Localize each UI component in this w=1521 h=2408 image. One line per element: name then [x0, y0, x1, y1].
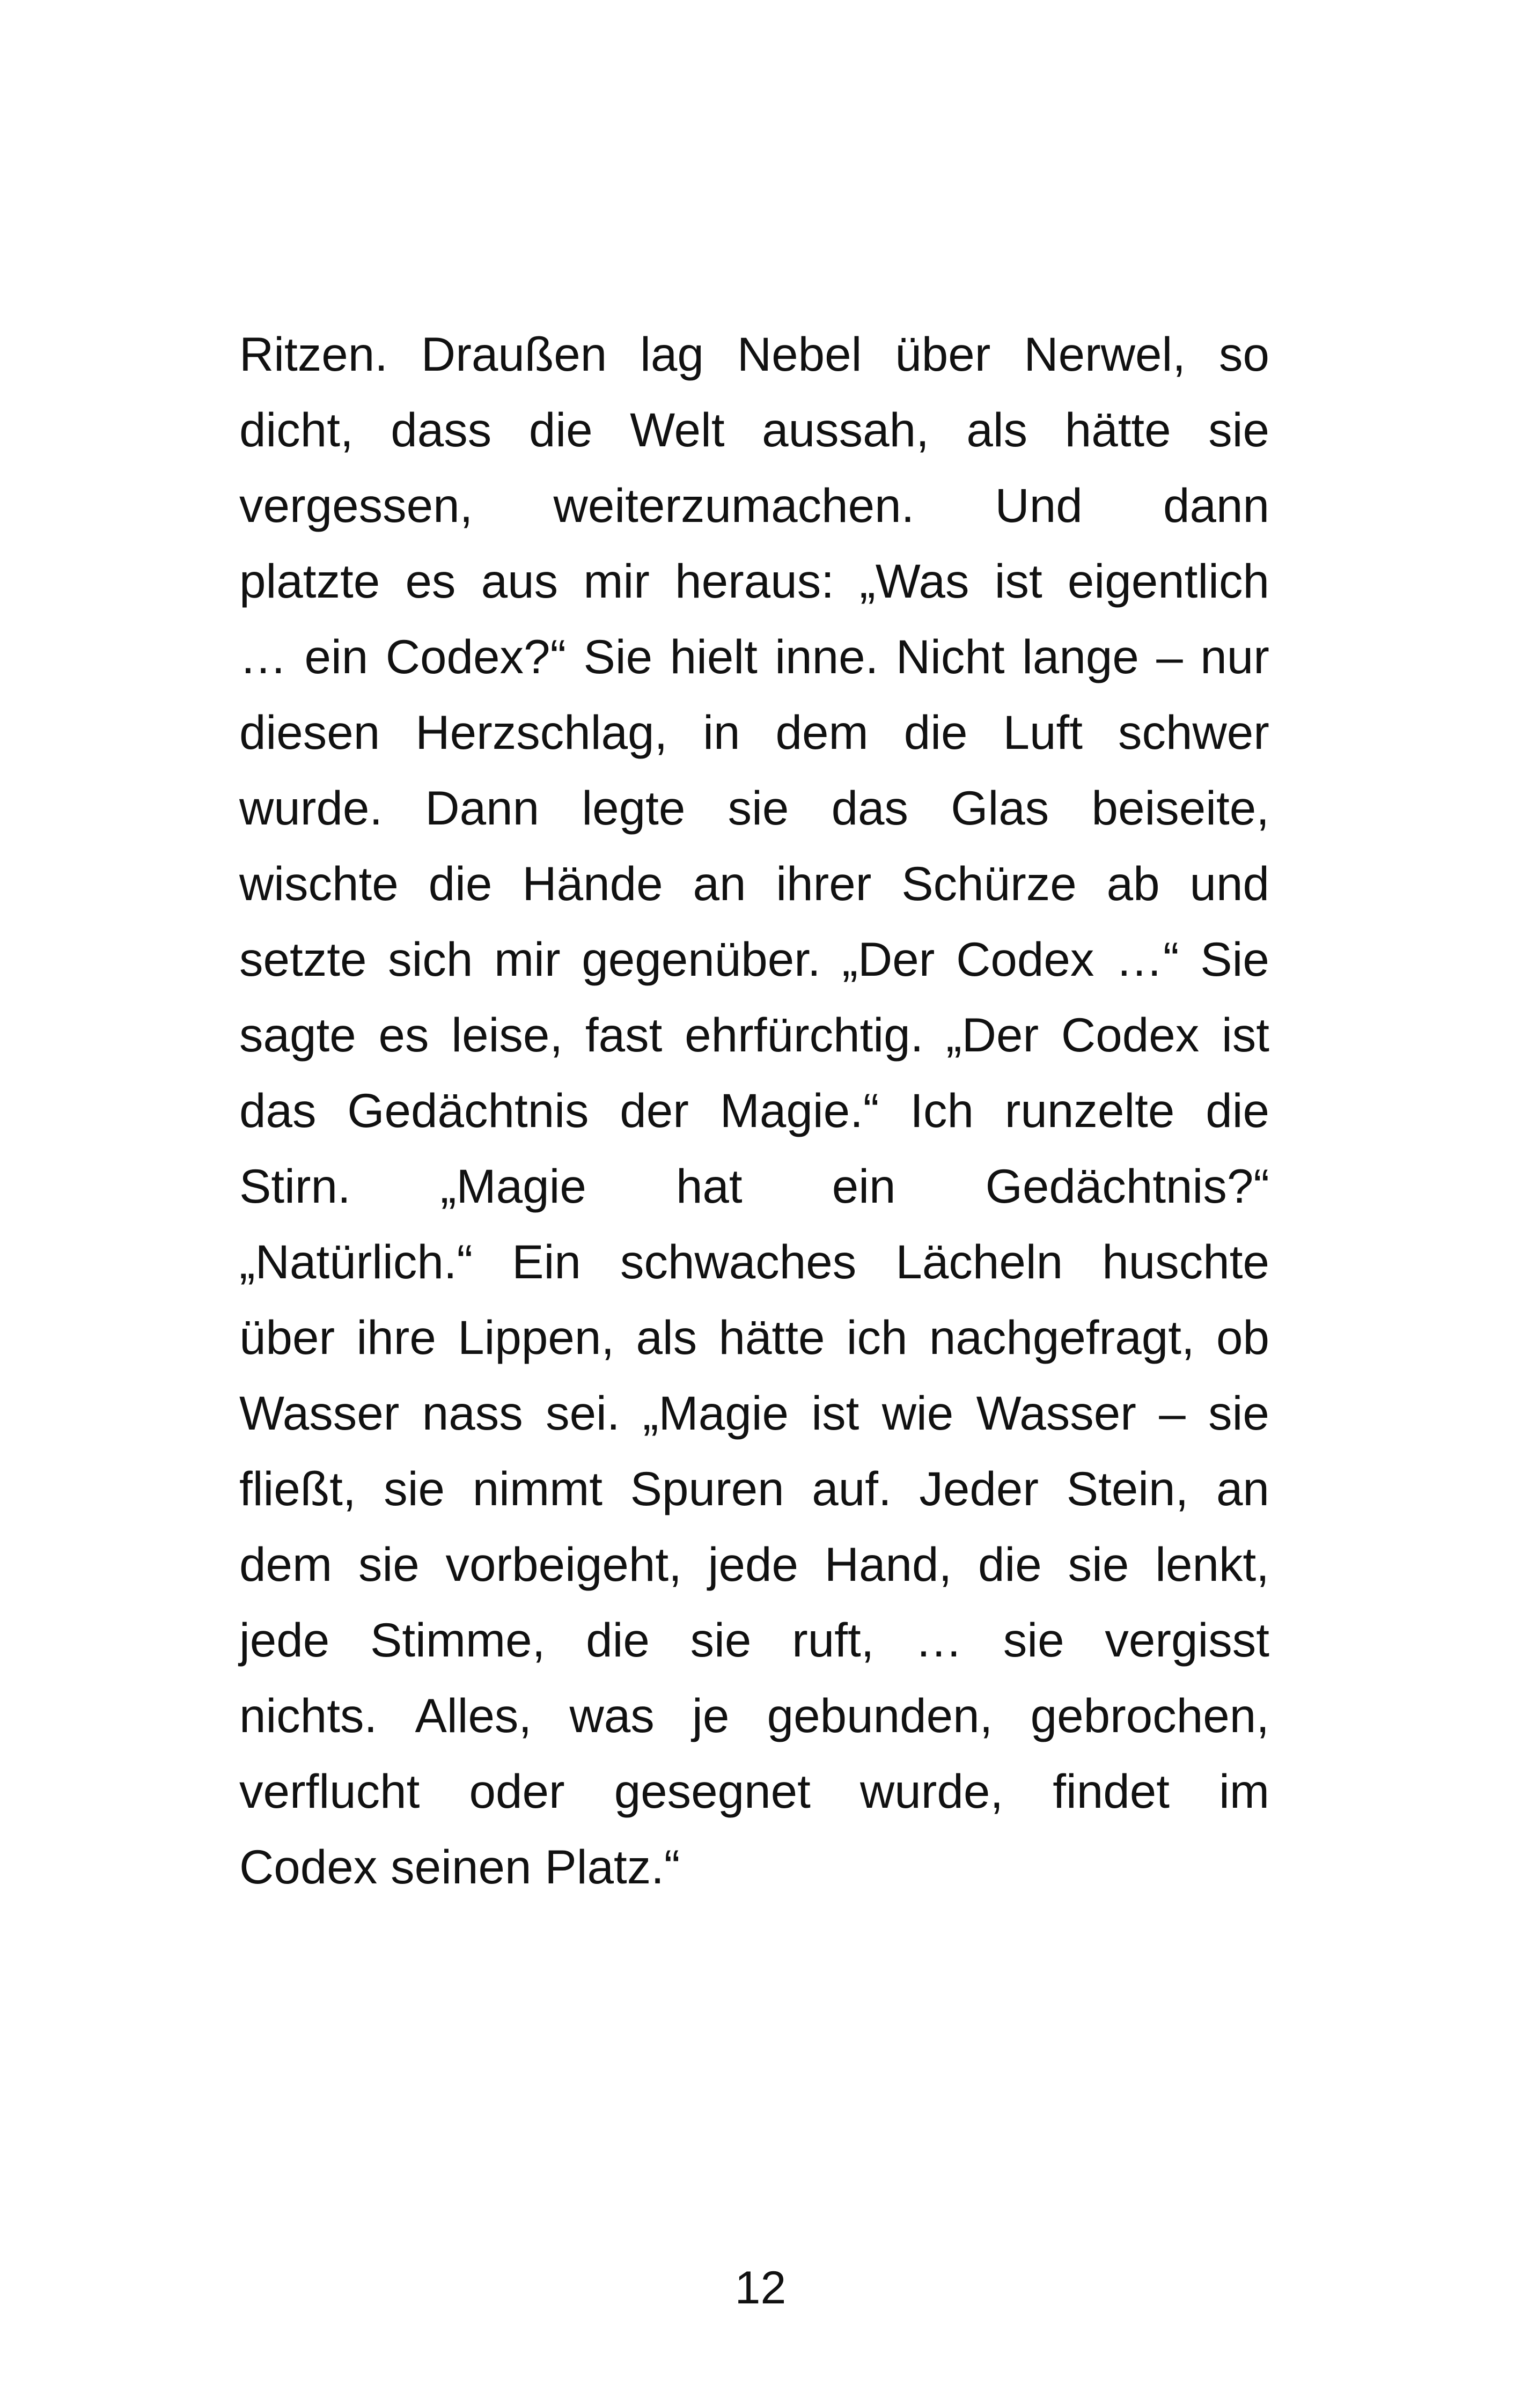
- word: gegenüber.: [582, 932, 821, 986]
- text-line: [239, 1754, 1269, 1829]
- word: beiseite,: [1091, 781, 1269, 835]
- word: –: [1159, 1386, 1186, 1440]
- word: ruft,: [792, 1613, 875, 1667]
- word: Spuren: [630, 1462, 784, 1515]
- word: Gedächtnis?“: [985, 1159, 1269, 1213]
- word: sie: [1003, 1613, 1064, 1667]
- word: sich: [388, 932, 473, 986]
- word: „Magie: [642, 1386, 789, 1440]
- word: jede: [708, 1537, 798, 1591]
- word: schwer: [1118, 705, 1269, 759]
- word: „Magie: [440, 1159, 586, 1213]
- word: legte: [582, 781, 686, 835]
- word: Codex: [956, 932, 1094, 986]
- word: ein: [304, 630, 369, 683]
- word: inne.: [775, 630, 879, 683]
- word: über: [239, 1310, 335, 1364]
- word: hätte: [1064, 403, 1171, 456]
- word: sie: [690, 1613, 752, 1667]
- word: dass: [391, 403, 492, 456]
- word: lag: [640, 327, 704, 381]
- word: nur: [1200, 630, 1269, 683]
- text-line: [239, 619, 1269, 695]
- word: die: [1206, 1084, 1269, 1137]
- word: wischte: [239, 857, 399, 910]
- word: aussah,: [762, 403, 929, 456]
- word: heraus:: [675, 554, 834, 608]
- text-line: [239, 1148, 1269, 1224]
- word: wie: [881, 1386, 954, 1440]
- word: sie: [1208, 403, 1269, 456]
- word: „Der: [842, 932, 935, 986]
- word: ob: [1216, 1310, 1269, 1364]
- word: weiterzumachen.: [553, 478, 915, 532]
- word: Platz.“: [545, 1840, 680, 1894]
- word: Schürze: [901, 857, 1077, 910]
- word: diesen: [239, 705, 380, 759]
- word: an: [1216, 1462, 1269, 1515]
- word: gesegnet: [614, 1764, 811, 1818]
- word: ein: [832, 1159, 896, 1213]
- word: setzte: [239, 932, 367, 986]
- word: „Natürlich.“: [239, 1235, 473, 1288]
- word: Und: [995, 478, 1083, 532]
- word: die: [428, 857, 493, 910]
- word: je: [692, 1689, 730, 1742]
- word: im: [1219, 1764, 1269, 1818]
- word: sie: [1068, 1537, 1129, 1591]
- word: Hände: [522, 857, 663, 910]
- word: Stirn.: [239, 1159, 351, 1213]
- word: eigentlich: [1067, 554, 1269, 608]
- word: Herzschlag,: [415, 705, 668, 759]
- text-line: [239, 695, 1269, 770]
- text-line: [239, 468, 1269, 543]
- text-line: [239, 543, 1269, 619]
- word: das: [239, 1084, 317, 1137]
- word: vorbeigeht,: [445, 1537, 682, 1591]
- word: platzte: [239, 554, 380, 608]
- word: vergisst: [1105, 1613, 1269, 1667]
- word: Draußen: [421, 327, 607, 381]
- word: Codex: [239, 1840, 378, 1894]
- text-line: [239, 846, 1269, 922]
- word: verflucht: [239, 1764, 420, 1818]
- word: dem: [775, 705, 869, 759]
- word: gebunden,: [767, 1689, 993, 1742]
- word: …: [239, 630, 287, 683]
- word: schwaches: [620, 1235, 857, 1288]
- text-line: [239, 1678, 1269, 1754]
- word: als: [636, 1310, 697, 1364]
- word: mir: [494, 932, 561, 986]
- word: nimmt: [472, 1462, 602, 1515]
- word: „Der: [946, 1008, 1039, 1062]
- word: lenkt,: [1155, 1537, 1269, 1591]
- word: Jeder: [919, 1462, 1039, 1515]
- word: die: [903, 705, 968, 759]
- word: was: [569, 1689, 655, 1742]
- word: so: [1218, 327, 1269, 381]
- word: in: [703, 705, 740, 759]
- word: „Was: [859, 554, 969, 608]
- word: jede: [239, 1613, 330, 1667]
- text-line: [239, 392, 1269, 468]
- word: Sie: [1200, 932, 1269, 986]
- word: Wasser: [239, 1386, 400, 1440]
- word: Hand,: [824, 1537, 952, 1591]
- word: die: [978, 1537, 1042, 1591]
- word: leise,: [451, 1008, 563, 1062]
- word: sie: [384, 1462, 445, 1515]
- word: hat: [675, 1159, 743, 1213]
- text-line: [239, 1073, 1269, 1148]
- word: huschte: [1102, 1235, 1269, 1288]
- word: mir: [583, 554, 650, 608]
- word: Nebel: [737, 327, 862, 381]
- word: fast: [585, 1008, 663, 1062]
- word: sei.: [546, 1386, 620, 1440]
- text-line: [239, 1602, 1269, 1678]
- word: gebrochen,: [1030, 1689, 1269, 1742]
- word: Stimme,: [370, 1613, 546, 1667]
- word: nichts.: [239, 1689, 378, 1742]
- word: dem: [239, 1537, 333, 1591]
- word: wurde,: [860, 1764, 1004, 1818]
- word: nachgefragt,: [929, 1310, 1195, 1364]
- word: der: [620, 1084, 689, 1137]
- word: Wasser: [976, 1386, 1136, 1440]
- word: Magie.“: [719, 1084, 879, 1137]
- word: über: [895, 327, 991, 381]
- text-line: [239, 1451, 1269, 1527]
- word: vergessen,: [239, 478, 473, 532]
- text-line: [239, 1300, 1269, 1375]
- word: dicht,: [239, 403, 354, 456]
- word: Sie: [583, 630, 653, 683]
- word: sie: [1208, 1386, 1269, 1440]
- word: es: [378, 1008, 429, 1062]
- word: Ein: [512, 1235, 581, 1288]
- word: ehrfürchtig.: [685, 1008, 924, 1062]
- text-line: [239, 922, 1269, 997]
- word: die: [528, 403, 593, 456]
- word: als: [966, 403, 1028, 456]
- text-line: [239, 316, 1269, 392]
- word: ihrer: [776, 857, 872, 910]
- word: nass: [422, 1386, 523, 1440]
- word: das: [831, 781, 909, 835]
- word: aus: [481, 554, 559, 608]
- text-line: [239, 1375, 1269, 1451]
- word: Dann: [425, 781, 540, 835]
- word: Stein,: [1066, 1462, 1189, 1515]
- word: fließt,: [239, 1462, 356, 1515]
- word: Codex?“: [385, 630, 567, 683]
- word: dann: [1163, 478, 1269, 532]
- word: findet: [1053, 1764, 1170, 1818]
- word: Lippen,: [458, 1310, 615, 1364]
- word: ist: [1221, 1008, 1269, 1062]
- word: …: [915, 1613, 963, 1667]
- word: Glas: [951, 781, 1049, 835]
- word: Welt: [630, 403, 725, 456]
- word: Ritzen.: [239, 327, 388, 381]
- word: und: [1189, 857, 1269, 910]
- word: sagte: [239, 1008, 356, 1062]
- text-line: [239, 1224, 1269, 1300]
- text-line: [239, 1829, 1269, 1905]
- word: ist: [994, 554, 1042, 608]
- word: Ich: [910, 1084, 974, 1137]
- word: es: [405, 554, 456, 608]
- word: Codex: [1061, 1008, 1200, 1062]
- word: Alles,: [415, 1689, 532, 1742]
- word: Nerwel,: [1024, 327, 1186, 381]
- word: Luft: [1003, 705, 1083, 759]
- word: oder: [469, 1764, 565, 1818]
- word: Gedächtnis: [347, 1084, 589, 1137]
- word: lange: [1022, 630, 1139, 683]
- word: hätte: [718, 1310, 825, 1364]
- word: ich: [846, 1310, 908, 1364]
- word: Lächeln: [895, 1235, 1063, 1288]
- word: …“: [1115, 932, 1179, 986]
- word: die: [586, 1613, 650, 1667]
- word: sie: [728, 781, 789, 835]
- word: auf.: [812, 1462, 892, 1515]
- word: –: [1156, 630, 1183, 683]
- page-number: 12: [734, 2262, 787, 2314]
- word: runzelte: [1004, 1084, 1175, 1137]
- word: sie: [358, 1537, 420, 1591]
- word: ihre: [356, 1310, 436, 1364]
- word: seinen: [391, 1840, 532, 1894]
- text-line: [239, 997, 1269, 1073]
- text-line: [239, 1527, 1269, 1602]
- word: ab: [1106, 857, 1160, 910]
- word: ist: [811, 1386, 859, 1440]
- word: an: [693, 857, 746, 910]
- word: hielt: [670, 630, 758, 683]
- word: wurde.: [239, 781, 383, 835]
- word: Nicht: [895, 630, 1005, 683]
- text-line: [239, 770, 1269, 846]
- body-text: [239, 316, 1269, 1905]
